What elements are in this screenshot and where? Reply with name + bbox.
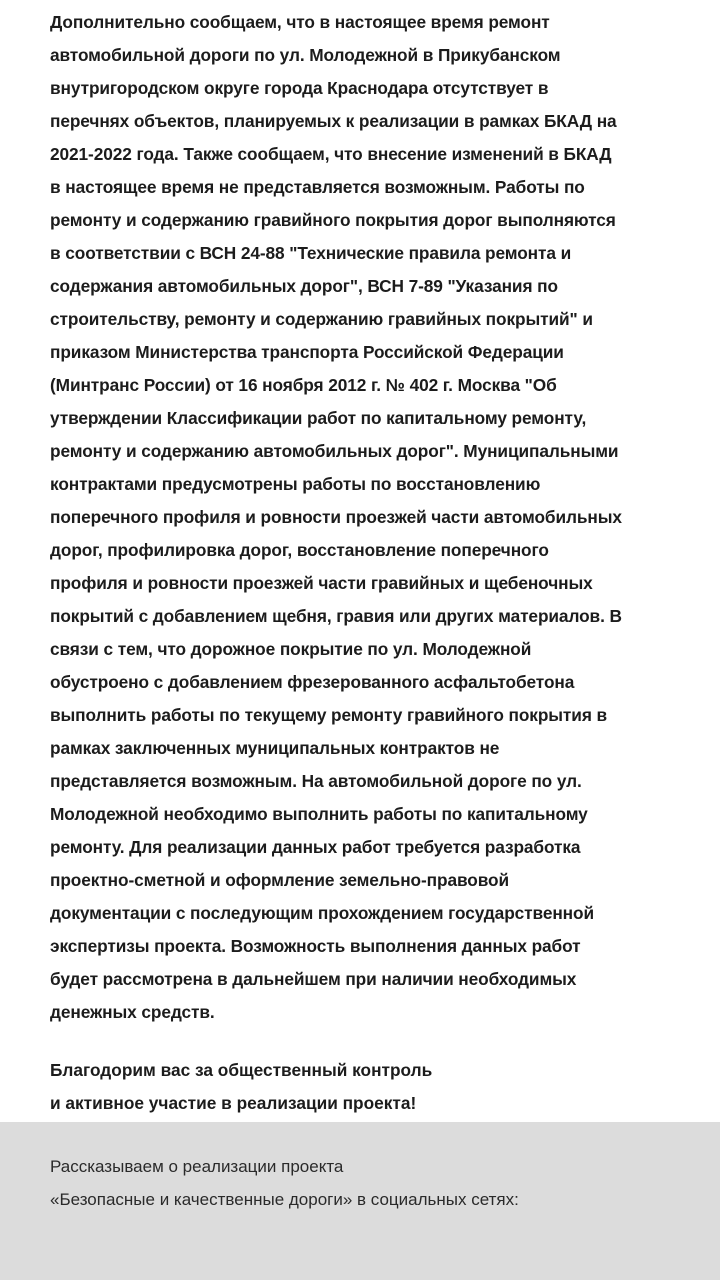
text-line: связи с тем, что дорожное покрытие по ул. Молодежной [50,639,532,659]
text-line: экспертизы проекта. Возможность выполнения данных работ [50,936,581,956]
text-line: денежных средств. [50,1002,215,1022]
footer-line: Рассказываем о реализации проекта [50,1157,344,1176]
text-line: обустроено с добавлением фрезерованного асфальтобетона [50,672,575,692]
thanks-line: Благодорим вас за общественный контроль [50,1060,433,1080]
text-line: покрытий с добавлением щебня, гравия или других материалов. В [50,606,622,626]
text-line: внутригородском округе города Краснодара отсутствует в [50,78,549,98]
text-line: Молодежной необходимо выполнить работы по капитальному [50,804,588,824]
text-line: ремонту и содержанию автомобильных дорог". Муниципальными [50,441,619,461]
letter-body [50,6,690,1029]
text-line: 2021-2022 года. Также сообщаем, что внесение изменений в БКАД [50,144,612,164]
text-line: утверждении Классификации работ по капитальному ремонту, [50,408,587,428]
text-line: дорог, профилировка дорог, восстановление поперечного [50,540,549,560]
text-line: содержания автомобильных дорог", ВСН 7-89 "Указания по [50,276,558,296]
text-line: контрактами предусмотрены работы по восстановлению [50,474,541,494]
text-line: строительству, ремонту и содержанию гравийных покрытий" и [50,309,593,329]
text-line: (Минтранс России) от 16 ноября 2012 г. № 402 г. Москва "Об [50,375,557,395]
social-footer [0,1122,720,1280]
text-line: приказом Министерства транспорта Российской Федерации [50,342,564,362]
footer-line: «Безопасные и качественные дороги» в социальных сетях: [50,1190,519,1209]
text-line: ремонту и содержанию гравийного покрытия дорог выполняются [50,210,616,230]
text-line: будет рассмотрена в дальнейшем при наличии необходимых [50,969,577,989]
text-line: Дополнительно сообщаем, что в настоящее время ремонт [50,12,550,32]
text-line: автомобильной дороги по ул. Молодежной в Прикубанском [50,45,561,65]
text-line: поперечного профиля и ровности проезжей части автомобильных [50,507,622,527]
text-line: профиля и ровности проезжей части гравийных и щебеночных [50,573,593,593]
thanks-line: и активное участие в реализации проекта! [50,1093,417,1113]
text-line: в настоящее время не представляется возможным. Работы по [50,177,585,197]
text-line: перечнях объектов, планируемых к реализации в рамках БКАД на [50,111,617,131]
text-line: в соответствии с ВСН 24-88 "Технические правила ремонта и [50,243,572,263]
text-line: рамках заключенных муниципальных контрактов не [50,738,500,758]
text-line: проектно-сметной и оформление земельно-правовой [50,870,509,890]
footer-text [50,1150,519,1216]
text-line: представляется возможным. На автомобильной дороге по ул. [50,771,582,791]
text-line: документации с последующим прохождением государственной [50,903,594,923]
text-line: выполнить работы по текущему ремонту гравийного покрытия в [50,705,608,725]
thanks-block [50,1054,690,1120]
text-line: ремонту. Для реализации данных работ требуется разработка [50,837,581,857]
